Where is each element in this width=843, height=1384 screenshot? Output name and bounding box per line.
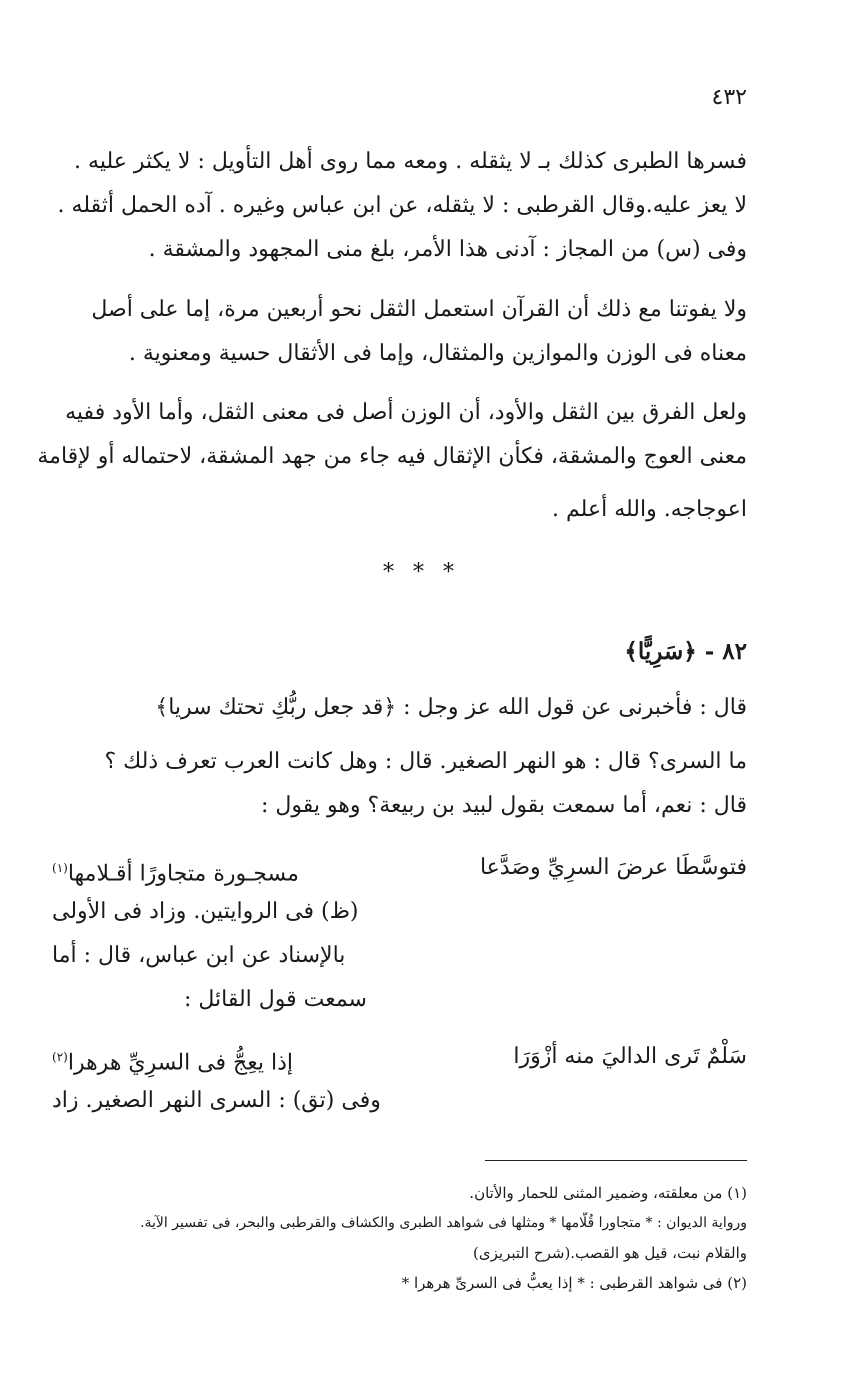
entry-line: سمعت قول القائل : bbox=[183, 987, 367, 1012]
paragraph-line: لا يعز عليه.وقال القرطبى : لا يثقله، عن ابن عباس وغيره . آده الحمل أثقله . bbox=[57, 193, 747, 218]
entry-line: قال : نعم، أما سمعت بقول لبيد بن ربيعة؟ وهو يقول : bbox=[260, 793, 747, 818]
verse-second-hemistich bbox=[52, 1037, 293, 1083]
paragraph-line: معناه فى الوزن والموازين والمثقال، وإما فى الأثقال حسية ومعنوية . bbox=[128, 341, 747, 366]
entry-line: ما السرى؟ قال : هو النهر الصغير. قال : وهل كانت العرب تعرف ذلك ؟ bbox=[104, 749, 747, 774]
paragraph-line: اعوجاجه. والله أعلم . bbox=[552, 497, 747, 522]
entry-line: وفى (تق) : السرى النهر الصغير. زاد bbox=[52, 1088, 381, 1113]
page-number: ٤٣٢ bbox=[711, 85, 747, 110]
section-separator: * * * bbox=[383, 560, 460, 585]
footnote: (١) من معلقته، وضمير المثنى للحمار والأتان. bbox=[469, 1184, 747, 1202]
footnote: والقلام نبت، قيل هو القصب.(شرح التبريزى) bbox=[473, 1244, 747, 1262]
footnote: (٢) فى شواهد القرطبى : * إذا يعبُّ فى السرىِّ هرهرا * bbox=[401, 1274, 747, 1292]
verse-text: إذا يعِجُّ فى السرِيِّ هرهرا bbox=[67, 1050, 294, 1076]
footnote-marker: (١) bbox=[52, 861, 68, 875]
entry-line: قال : فأخبرنى عن قول الله عز وجل : ﴿قد جعل ربُّكِ تحتك سريا﴾ bbox=[155, 695, 747, 720]
footnote-marker: (٢) bbox=[52, 1050, 68, 1064]
entry-line: (ظ) فى الروايتين. وزاد فى الأولى bbox=[52, 899, 359, 924]
entry-title: ٨٢ - ﴿سَرِيًّا﴾ bbox=[624, 638, 747, 665]
verse-text: مسجـورة متجاورًا أقـلامها bbox=[67, 861, 299, 887]
entry-line: بالإسناد عن ابن عباس، قال : أما bbox=[52, 943, 346, 968]
paragraph-line: ولا يفوتنا مع ذلك أن القرآن استعمل الثقل نحو أربعين مرة، إما على أصل bbox=[91, 297, 747, 322]
verse-first-hemistich: فتوسَّطَا عرضَ السرِيِّ وصَدَّعا bbox=[479, 855, 747, 880]
paragraph-line: معنى العوج والمشقة، فكأن الإثقال فيه جاء من جهد المشقة، لاحتماله أو لإقامة bbox=[37, 444, 747, 469]
paragraph-line: وفى (س) من المجاز : آدنى هذا الأمر، بلغ منى المجهود والمشقة . bbox=[148, 237, 747, 262]
footnote-divider bbox=[485, 1160, 747, 1161]
paragraph-line: ولعل الفرق بين الثقل والأود، أن الوزن أصل فى معنى الثقل، وأما الأود ففيه bbox=[65, 400, 747, 425]
paragraph-line: فسرها الطبرى كذلك بـ لا يثقله . ومعه مما روى أهل التأويل : لا يكثر عليه . bbox=[74, 149, 747, 174]
verse-first-hemistich: سَلْمٌ تَرى الداليَ منه أزْوَرَا bbox=[513, 1044, 747, 1069]
footnote: ورواية الديوان : * متجاورا قُلّامها * ومثلها فى شواهد الطبرى والكشاف والقرطبى والبحر، فى تفسير الآية. bbox=[140, 1215, 747, 1231]
verse-second-hemistich bbox=[52, 848, 299, 894]
